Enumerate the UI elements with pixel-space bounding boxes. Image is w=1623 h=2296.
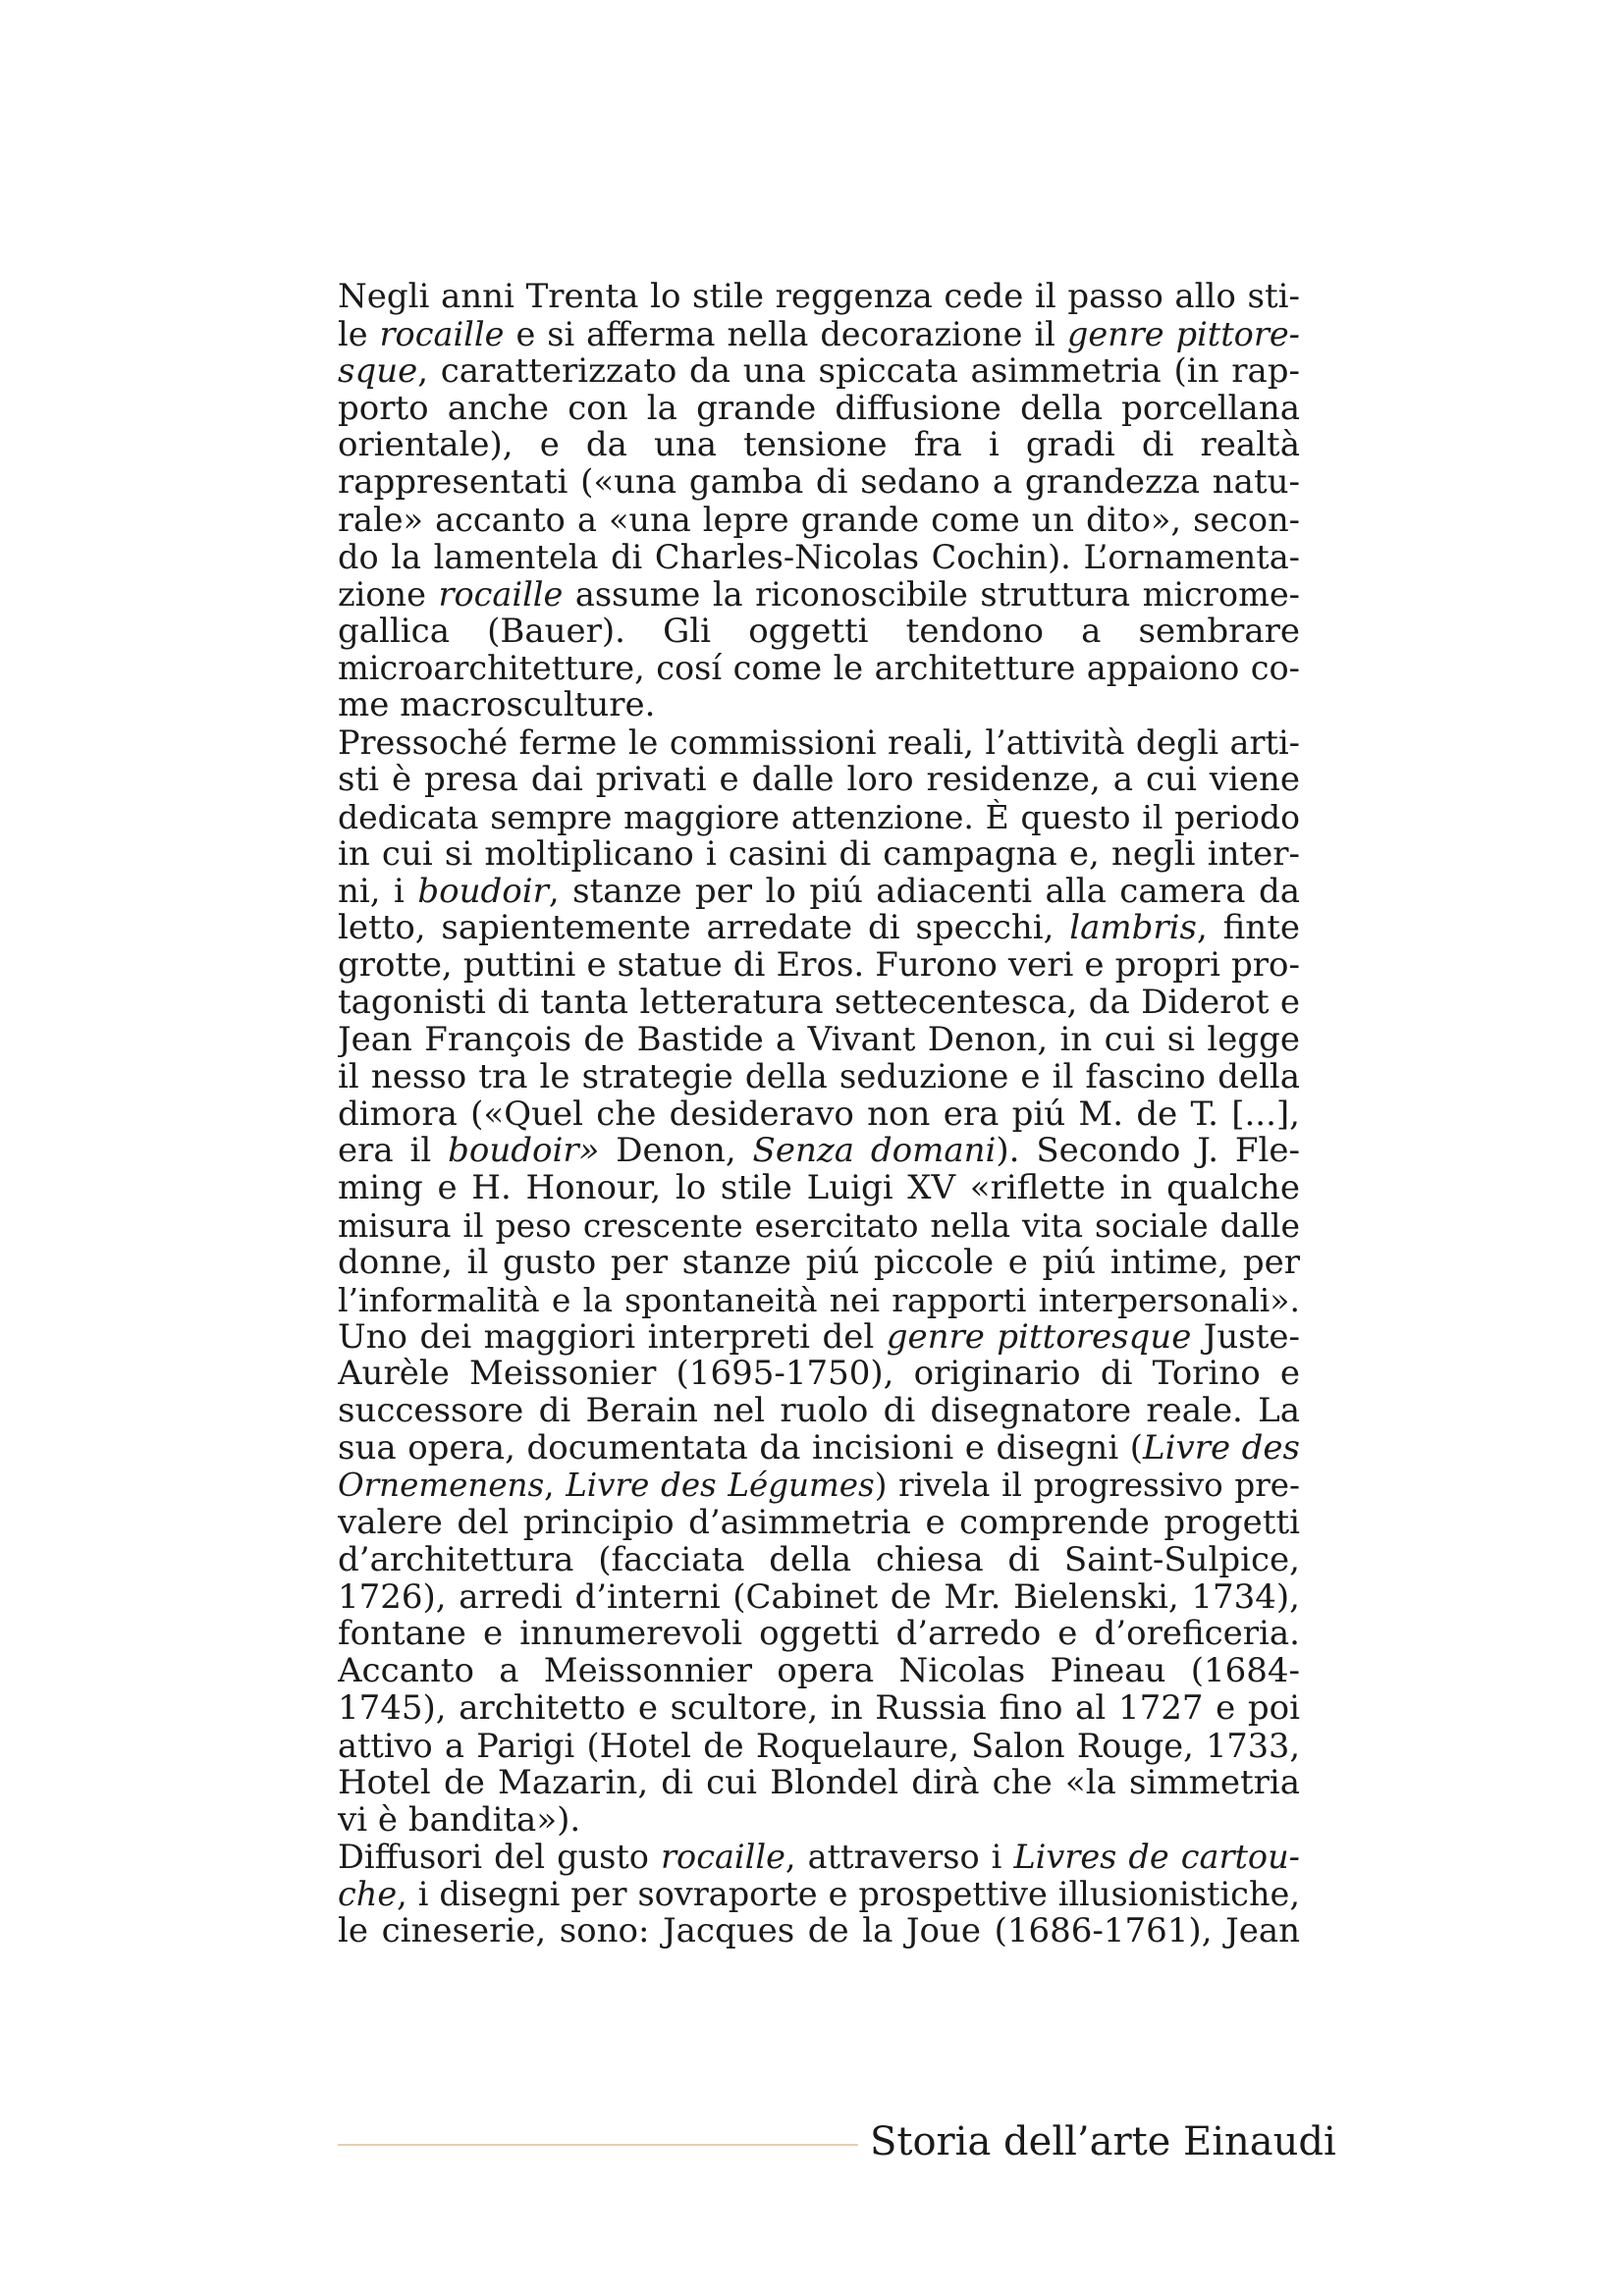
text-line xyxy=(338,1579,1300,1617)
text-segment: do la lamentela di Charles-Nicolas Cochin). L’ornamenta- xyxy=(338,538,1300,576)
text-line xyxy=(338,1876,1300,1913)
text-segment: zione xyxy=(338,575,439,614)
text-line xyxy=(338,576,1300,614)
text-line xyxy=(338,1616,1300,1653)
text-line xyxy=(338,1282,1300,1319)
text-line xyxy=(338,724,1300,762)
text-segment: , finte xyxy=(1197,910,1300,948)
italic-text: sque xyxy=(338,352,418,391)
text-segment: donne, il gusto per stanze piú piccole e piú intime, per xyxy=(338,1244,1300,1282)
text-line xyxy=(338,1765,1300,1802)
italic-text: boudoir xyxy=(417,873,549,911)
text-segment: porto anche con la grande diffusione della porcellana xyxy=(338,390,1300,428)
text-segment: Juste- xyxy=(1191,1318,1300,1357)
text-segment: microarchitetture, cosí come le architetture appaiono co- xyxy=(338,650,1300,688)
text-segment: Hotel de Mazarin, di cui Blondel dirà che «la simmetria xyxy=(338,1764,1300,1802)
text-segment: sua opera, documentata da incisioni e disegni ( xyxy=(338,1430,1144,1468)
italic-text: lambris xyxy=(1069,910,1197,948)
text-line xyxy=(338,1245,1300,1282)
text-line xyxy=(338,910,1300,947)
text-line xyxy=(338,614,1300,651)
text-line xyxy=(338,947,1300,985)
footer-title: Storia dell’arte Einaudi xyxy=(870,2119,1336,2164)
text-segment: Uno dei maggiori interpreti del xyxy=(338,1318,887,1357)
text-line xyxy=(338,762,1300,799)
italic-text: rocaille xyxy=(438,575,564,614)
text-line xyxy=(338,1728,1300,1765)
text-segment: , i disegni per sovraporte e prospettive illusionistiche, xyxy=(397,1876,1300,1914)
text-segment: assume la riconoscibile struttura microme- xyxy=(563,575,1300,614)
text-segment: Diffusori del gusto xyxy=(338,1839,662,1877)
text-line xyxy=(338,316,1300,353)
text-line xyxy=(338,427,1300,464)
text-segment: , attraverso i xyxy=(784,1839,1014,1877)
text-segment: , stanze per lo piú adiacenti alla camera da xyxy=(548,873,1300,911)
text-line xyxy=(338,1356,1300,1393)
text-segment: l’informalità e la spontaneità nei rapporti interpersonali». xyxy=(338,1281,1300,1319)
text-segment: Negli anni Trenta lo stile reggenza cede il passo allo sti- xyxy=(338,279,1300,316)
text-segment: grotte, puttini e statue di Eros. Furono veri e propri pro- xyxy=(338,947,1300,986)
text-line xyxy=(338,1393,1300,1430)
text-segment: valere del principio d’asimmetria e comprende progetti xyxy=(338,1504,1300,1542)
text-segment: misura il peso crescente esercitato nella vita sociale dalle xyxy=(338,1207,1300,1245)
text-line xyxy=(338,1207,1300,1245)
text-segment: fontane e innumerevoli oggetti d’arredo e d’oreficeria. xyxy=(338,1616,1300,1654)
text-line xyxy=(338,1653,1300,1690)
text-line xyxy=(338,1690,1300,1728)
body-text xyxy=(338,279,1300,1950)
italic-text: Livres de cartou- xyxy=(1013,1839,1300,1877)
text-line xyxy=(338,1913,1300,1950)
italic-text: che xyxy=(338,1876,398,1914)
italic-text: Senza domani xyxy=(752,1133,997,1171)
text-segment: Denon, xyxy=(599,1133,753,1171)
text-segment: d’architettura (facciata della chiesa di Saint-Sulpice, xyxy=(338,1541,1300,1579)
text-segment: ) rivela il progressivo pre- xyxy=(874,1468,1300,1504)
italic-text: Ornemenens xyxy=(338,1468,545,1504)
text-segment: dedicata sempre maggiore attenzione. È questo il periodo xyxy=(338,798,1300,836)
text-segment: dimora («Quel che desideravo non era piú M. de T. [...], xyxy=(338,1095,1300,1134)
text-segment: gallica (Bauer). Gli oggetti tendono a sembrare xyxy=(338,613,1300,651)
text-segment: me macrosculture. xyxy=(338,687,656,725)
text-segment: vi è bandita»). xyxy=(338,1801,581,1840)
italic-text: rocaille xyxy=(379,315,505,353)
text-segment: e si afferma nella decorazione il xyxy=(504,315,1067,353)
text-segment: era il xyxy=(338,1133,449,1171)
text-segment: in cui si moltiplicano i casini di campagna e, negli inter- xyxy=(338,835,1300,874)
italic-text: genre pittore- xyxy=(1066,315,1300,353)
italic-text: Livre des Légumes xyxy=(566,1468,875,1504)
text-segment: orientale), e da una tensione fra i gradi di realtà xyxy=(338,427,1300,465)
text-line xyxy=(338,650,1300,687)
text-segment: Jean François de Bastide a Vivant Denon, in cui si legge xyxy=(338,1021,1300,1059)
text-segment: 1726), arredi d’interni (Cabinet de Mr. Bielenski, 1734), xyxy=(338,1578,1300,1617)
italic-text: Livre des xyxy=(1143,1430,1300,1468)
text-line xyxy=(338,353,1300,391)
text-segment: ). Secondo J. Fle- xyxy=(996,1133,1300,1171)
text-segment: rappresentati («una gamba di sedano a grandezza natu- xyxy=(338,464,1300,503)
text-segment: le cineserie, sono: Jacques de la Joue (1686-1761), Jean xyxy=(338,1913,1300,1950)
text-segment: successore di Berain nel ruolo di disegnatore reale. La xyxy=(338,1393,1300,1431)
text-line xyxy=(338,1505,1300,1542)
text-segment: , xyxy=(544,1468,567,1504)
text-line xyxy=(338,391,1300,428)
italic-text: rocaille xyxy=(661,1839,785,1877)
text-segment: , caratterizzato da una spiccata asimmetria (in rap- xyxy=(417,352,1300,391)
text-line xyxy=(338,1022,1300,1059)
text-line xyxy=(338,874,1300,911)
text-segment: tagonisti di tanta letteratura settecentesca, da Diderot e xyxy=(338,985,1300,1022)
text-line xyxy=(338,1542,1300,1579)
text-line xyxy=(338,799,1300,836)
text-line xyxy=(338,1133,1300,1170)
text-segment: Aurèle Meissonier (1695-1750), originario di Torino e xyxy=(338,1356,1300,1394)
text-line xyxy=(338,1430,1300,1468)
text-segment: Accanto a Meissonnier opera Nicolas Pineau (1684- xyxy=(338,1653,1300,1691)
text-line xyxy=(338,836,1300,874)
text-line xyxy=(338,1096,1300,1134)
text-line xyxy=(338,985,1300,1022)
text-segment: Pressoché ferme le commissioni reali, l’attività degli arti- xyxy=(338,724,1300,762)
text-line xyxy=(338,279,1300,316)
text-segment: attivo a Parigi (Hotel de Roquelaure, Salon Rouge, 1733, xyxy=(338,1727,1300,1765)
italic-text: genre pittoresque xyxy=(886,1318,1192,1357)
text-line xyxy=(338,1839,1300,1876)
text-line xyxy=(338,1059,1300,1096)
text-segment: 1745), architetto e scultore, in Russia fino al 1727 e poi xyxy=(338,1690,1300,1728)
text-line xyxy=(338,1170,1300,1207)
text-segment: sti è presa dai privati e dalle loro residenze, a cui viene xyxy=(338,761,1300,799)
text-segment: le xyxy=(338,315,380,353)
italic-text: boudoir» xyxy=(448,1133,600,1171)
text-line xyxy=(338,539,1300,576)
text-line xyxy=(338,1468,1300,1505)
text-line xyxy=(338,502,1300,539)
text-line xyxy=(338,464,1300,502)
text-segment: il nesso tra le strategie della seduzione e il fascino della xyxy=(338,1058,1300,1096)
text-segment: ming e H. Honour, lo stile Luigi XV «riflette in qualche xyxy=(338,1170,1300,1208)
text-segment: rale» accanto a «una lepre grande come un dito», secon- xyxy=(338,502,1300,539)
text-line xyxy=(338,687,1300,724)
text-segment: ni, i xyxy=(338,873,418,911)
footer-rule xyxy=(338,2144,858,2146)
text-segment: letto, sapientemente arredate di specchi, xyxy=(338,910,1070,948)
text-line xyxy=(338,1802,1300,1840)
text-line xyxy=(338,1319,1300,1357)
